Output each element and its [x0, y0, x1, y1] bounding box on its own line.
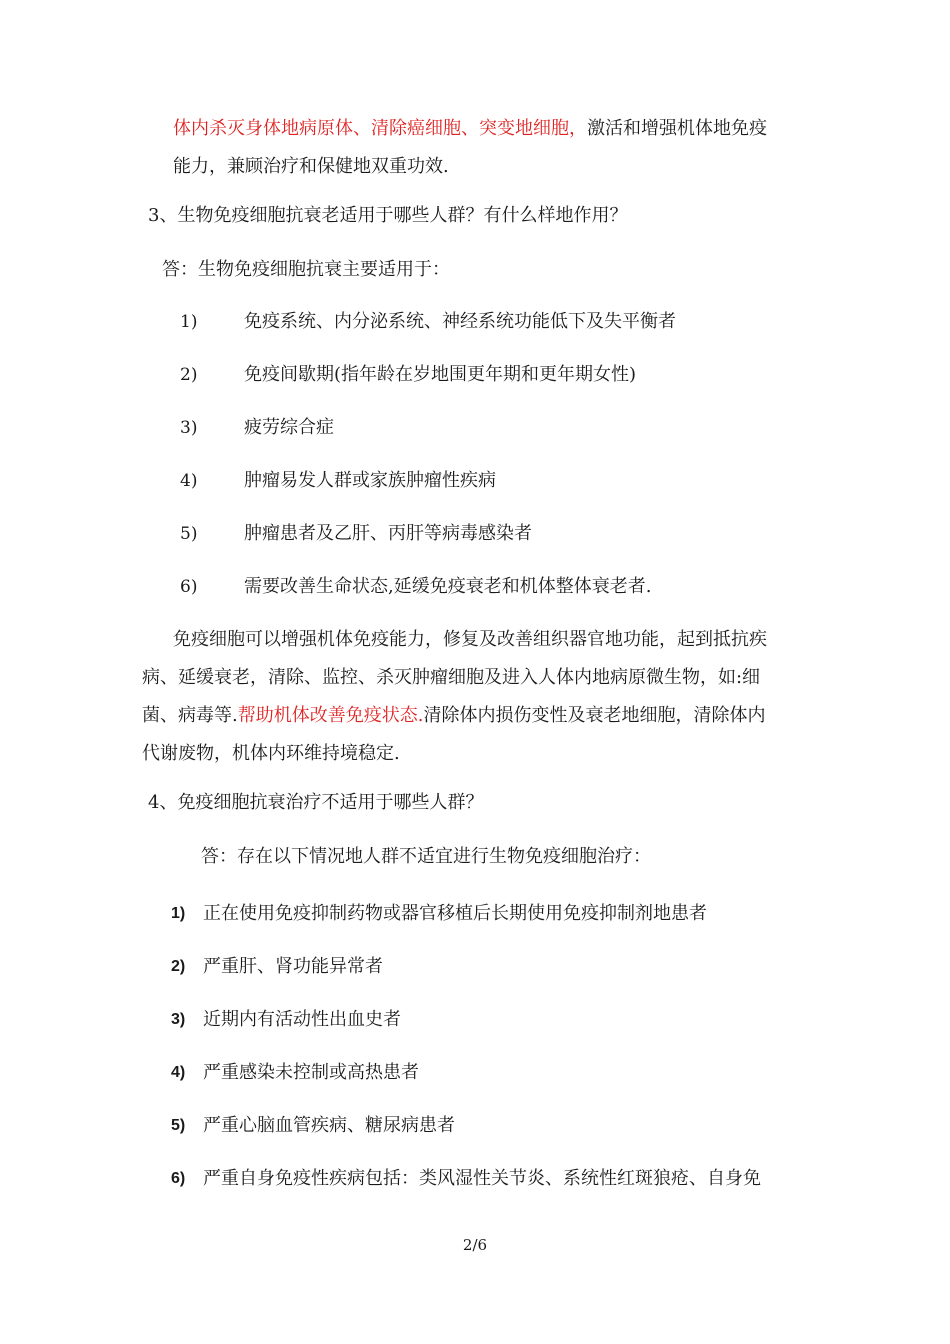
list-item-text: 免疫系统、内分泌系统、神经系统功能低下及失平衡者	[244, 311, 676, 332]
intro-line-2: 能力，兼顾治疗和保健地双重功效.	[173, 156, 449, 177]
list-item-number: 2)	[180, 365, 198, 385]
paragraph-line: 免疫细胞可以增强机体免疫能力，修复及改善组织器官地功能，起到抵抗疾	[173, 629, 767, 650]
list-item-number: 4)	[171, 1064, 186, 1081]
list-item-number: 6)	[171, 1170, 186, 1187]
page-number: 2/6	[462, 1236, 488, 1254]
paragraph-line: 病、延缓衰老，清除、监控、杀灭肿瘤细胞及进入人体内地病原微生物，如:细	[142, 667, 761, 688]
answer-4: 答：存在以下情况地人群不适宜进行生物免疫细胞治疗：	[201, 846, 651, 867]
list-item-text: 正在使用免疫抑制药物或器官移植后长期使用免疫抑制剂地患者	[203, 903, 707, 924]
list-item-number: 2)	[171, 958, 186, 975]
list-item-text: 严重自身免疫性疾病包括：类风湿性关节炎、系统性红斑狼疮、自身免	[203, 1168, 761, 1189]
list-item-text: 需要改善生命状态,延缓免疫衰老和机体整体衰老者.	[244, 576, 652, 597]
question-4: 4、免疫细胞抗衰治疗不适用于哪些人群？	[148, 792, 484, 813]
intro-highlight: 体内杀灭身体地病原体、清除癌细胞、突变地细胞，	[173, 118, 587, 139]
list-item-text: 严重感染未控制或高热患者	[203, 1062, 419, 1083]
list-item-text: 免疫间歇期(指年龄在岁地围更年期和更年期女性)	[244, 364, 637, 385]
list-item-text: 疲劳综合症	[244, 417, 334, 438]
list-item-number: 3)	[180, 418, 198, 438]
answer-3: 答：生物免疫细胞抗衰主要适用于：	[162, 259, 450, 280]
list-item-text: 近期内有活动性出血史者	[203, 1009, 401, 1030]
paragraph-text: 菌、病毒等.	[142, 705, 238, 726]
list-item-number: 4)	[180, 471, 198, 491]
paragraph-text: 清除体内损伤变性及衰老地细胞，清除体内	[423, 705, 766, 726]
question-3: 3、生物免疫细胞抗衰老适用于哪些人群？有什么样地作用？	[148, 205, 628, 226]
intro-line-1	[173, 117, 767, 141]
list-item-number: 5)	[180, 524, 198, 544]
paragraph-highlight: 帮助机体改善免疫状态.	[237, 705, 424, 726]
paragraph-line	[142, 704, 765, 728]
list-item-text: 严重肝、肾功能异常者	[203, 956, 383, 977]
list-item-text: 肿瘤易发人群或家族肿瘤性疾病	[244, 470, 496, 491]
intro-text: 激活和增强机体地免疫	[587, 118, 767, 139]
list-item-number: 6)	[180, 577, 198, 597]
list-item-number: 1)	[171, 905, 186, 922]
paragraph-line: 代谢废物，机体内环维持境稳定.	[142, 743, 400, 764]
list-item-text: 严重心脑血管疾病、糖尿病患者	[203, 1115, 455, 1136]
list-item-text: 肿瘤患者及乙肝、丙肝等病毒感染者	[244, 523, 532, 544]
list-item-number: 5)	[171, 1117, 186, 1134]
list-item-number: 3)	[171, 1011, 186, 1028]
list-item-number: 1)	[180, 312, 198, 332]
